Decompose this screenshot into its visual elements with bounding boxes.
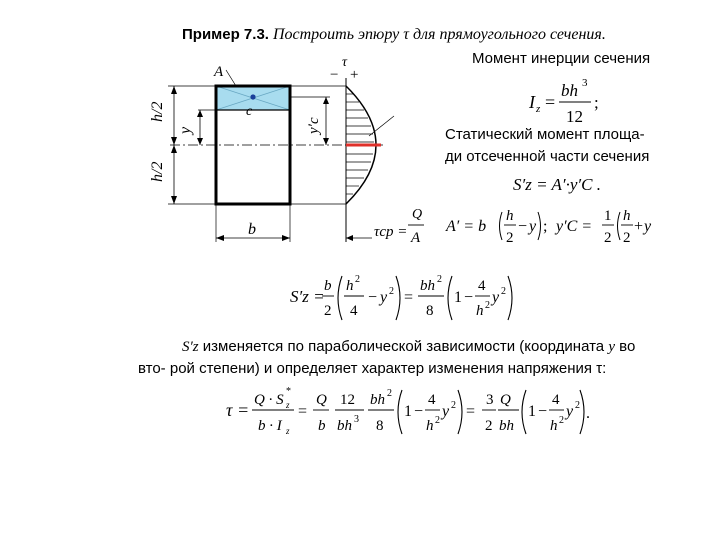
svg-text:bh: bh bbox=[499, 418, 514, 434]
svg-text:−: − bbox=[518, 218, 528, 235]
svg-text:h: h bbox=[623, 208, 631, 224]
svg-text:8: 8 bbox=[376, 418, 384, 434]
area-label: A bbox=[214, 64, 224, 80]
svg-text:2: 2 bbox=[604, 230, 612, 246]
aprime-yc-formulas bbox=[446, 200, 652, 252]
b-label: b bbox=[248, 221, 256, 238]
svg-text:=: = bbox=[545, 92, 556, 112]
paragraph-part2: во вто- bbox=[138, 338, 636, 377]
example-task: Построить эпюру τ для прямоугольного сечения. bbox=[272, 26, 606, 43]
a-denominator: A bbox=[411, 230, 421, 246]
minus-sign: − bbox=[330, 67, 339, 83]
svg-text:y: y bbox=[566, 403, 574, 420]
svg-text:3: 3 bbox=[486, 392, 494, 408]
svg-text:Q: Q bbox=[316, 392, 327, 408]
svg-text:Q · S: Q · S bbox=[254, 392, 284, 408]
sz-formula bbox=[290, 270, 520, 328]
svg-text:1: 1 bbox=[404, 403, 412, 420]
svg-text:4: 4 bbox=[350, 303, 358, 319]
tau-sr-label: τср = bbox=[374, 224, 408, 240]
svg-text:b: b bbox=[318, 418, 326, 434]
svg-text:1: 1 bbox=[454, 289, 462, 306]
svg-text:1: 1 bbox=[528, 403, 536, 420]
plus-sign: + bbox=[350, 67, 359, 83]
svg-text:4: 4 bbox=[552, 392, 560, 408]
svg-text:h: h bbox=[550, 418, 558, 434]
svg-text:2: 2 bbox=[437, 274, 442, 285]
y-symbol: y bbox=[608, 339, 615, 355]
svg-text:y: y bbox=[380, 289, 388, 306]
svg-text:=: = bbox=[298, 403, 308, 420]
svg-text:12: 12 bbox=[340, 392, 355, 408]
tau-label: τ bbox=[342, 55, 348, 70]
static-moment-line2: ди отсеченной части сечения bbox=[445, 148, 650, 165]
svg-text:2: 2 bbox=[389, 286, 394, 297]
svg-text:8: 8 bbox=[426, 303, 434, 319]
svg-text:2: 2 bbox=[387, 388, 392, 399]
svg-text:z: z bbox=[286, 426, 290, 436]
svg-text:y: y bbox=[529, 218, 537, 235]
svg-text:+: + bbox=[634, 218, 644, 235]
inertia-den: 12 bbox=[566, 107, 583, 126]
tau-formula bbox=[226, 382, 592, 444]
inertia-pow: 3 bbox=[582, 77, 588, 89]
centroid-point bbox=[250, 94, 255, 99]
aprime-formula: A′ = b bbox=[446, 218, 487, 235]
svg-text:b: b bbox=[324, 278, 332, 294]
svg-text:bh: bh bbox=[420, 278, 435, 294]
svg-text:=: = bbox=[404, 289, 414, 306]
svg-text:;: ; bbox=[543, 218, 548, 235]
svg-text:z: z bbox=[286, 400, 290, 410]
svg-text:−: − bbox=[414, 403, 424, 420]
svg-text:−: − bbox=[538, 403, 548, 420]
svg-text:1: 1 bbox=[604, 208, 612, 224]
svg-text:;: ; bbox=[594, 93, 599, 112]
svg-text:2: 2 bbox=[623, 230, 631, 246]
static-moment-line1: Статический момент площа- bbox=[445, 126, 645, 143]
svg-text:=: = bbox=[466, 403, 476, 420]
svg-text:2: 2 bbox=[451, 400, 456, 411]
svg-text:4: 4 bbox=[478, 278, 486, 294]
svg-text:y: y bbox=[492, 289, 500, 306]
svg-text:−: − bbox=[464, 289, 474, 306]
svg-text:2: 2 bbox=[501, 286, 506, 297]
svg-text:h: h bbox=[346, 278, 354, 294]
paragraph-part1: изменяется по параболической зависимости (координата bbox=[202, 338, 609, 355]
y-label: y bbox=[177, 126, 194, 134]
svg-text:2: 2 bbox=[506, 230, 514, 246]
section-diagram bbox=[140, 55, 423, 250]
paragraph-part3: рой степени) и определяет характер изменения напряжения τ: bbox=[169, 360, 607, 377]
inertia-formula bbox=[525, 74, 615, 130]
svg-text:h: h bbox=[506, 208, 514, 224]
q-numerator: Q bbox=[412, 207, 423, 222]
tau-lhs: τ = bbox=[226, 400, 250, 420]
svg-text:2: 2 bbox=[435, 415, 440, 426]
svg-text:2: 2 bbox=[575, 400, 580, 411]
centroid-label: c bbox=[246, 104, 253, 119]
svg-text:−: − bbox=[368, 289, 378, 306]
inertia-sub: z bbox=[536, 103, 541, 115]
svg-text:4: 4 bbox=[428, 392, 436, 408]
svg-text:2: 2 bbox=[324, 303, 332, 319]
svg-text:b · I: b · I bbox=[258, 418, 282, 434]
example-title bbox=[182, 26, 606, 44]
sz-lhs: S′z = bbox=[290, 287, 325, 306]
svg-text:2: 2 bbox=[485, 418, 493, 434]
inertia-label: Момент инерции сечения bbox=[472, 50, 651, 67]
inertia-num: bh bbox=[561, 81, 578, 100]
svg-text:h: h bbox=[426, 418, 434, 434]
svg-text:h: h bbox=[476, 303, 484, 319]
h2-top-label: h/2 bbox=[149, 101, 166, 122]
svg-text:.: . bbox=[586, 405, 590, 422]
explanation-paragraph bbox=[138, 336, 658, 380]
svg-text:3: 3 bbox=[354, 414, 359, 425]
tau-sr-fraction bbox=[406, 214, 428, 248]
yc-prime-formula: y′C = bbox=[556, 218, 593, 235]
svg-text:bh: bh bbox=[337, 418, 352, 434]
static-moment-formula: S′z = A′·y′C . bbox=[513, 175, 601, 194]
yc-label: y′c bbox=[306, 117, 322, 134]
svg-text:y: y bbox=[644, 218, 652, 235]
svg-text:2: 2 bbox=[485, 300, 490, 311]
inertia-lhs: I bbox=[529, 92, 535, 112]
svg-text:y: y bbox=[442, 403, 450, 420]
svg-text:2: 2 bbox=[355, 274, 360, 285]
h2-bottom-label: h/2 bbox=[149, 161, 166, 182]
example-number: Пример 7.3. bbox=[182, 26, 269, 43]
svg-text:Q: Q bbox=[500, 392, 511, 408]
svg-text:2: 2 bbox=[559, 415, 564, 426]
svg-text:bh: bh bbox=[370, 392, 385, 408]
svg-text:*: * bbox=[286, 386, 291, 397]
sz-symbol: S′z bbox=[182, 339, 199, 355]
